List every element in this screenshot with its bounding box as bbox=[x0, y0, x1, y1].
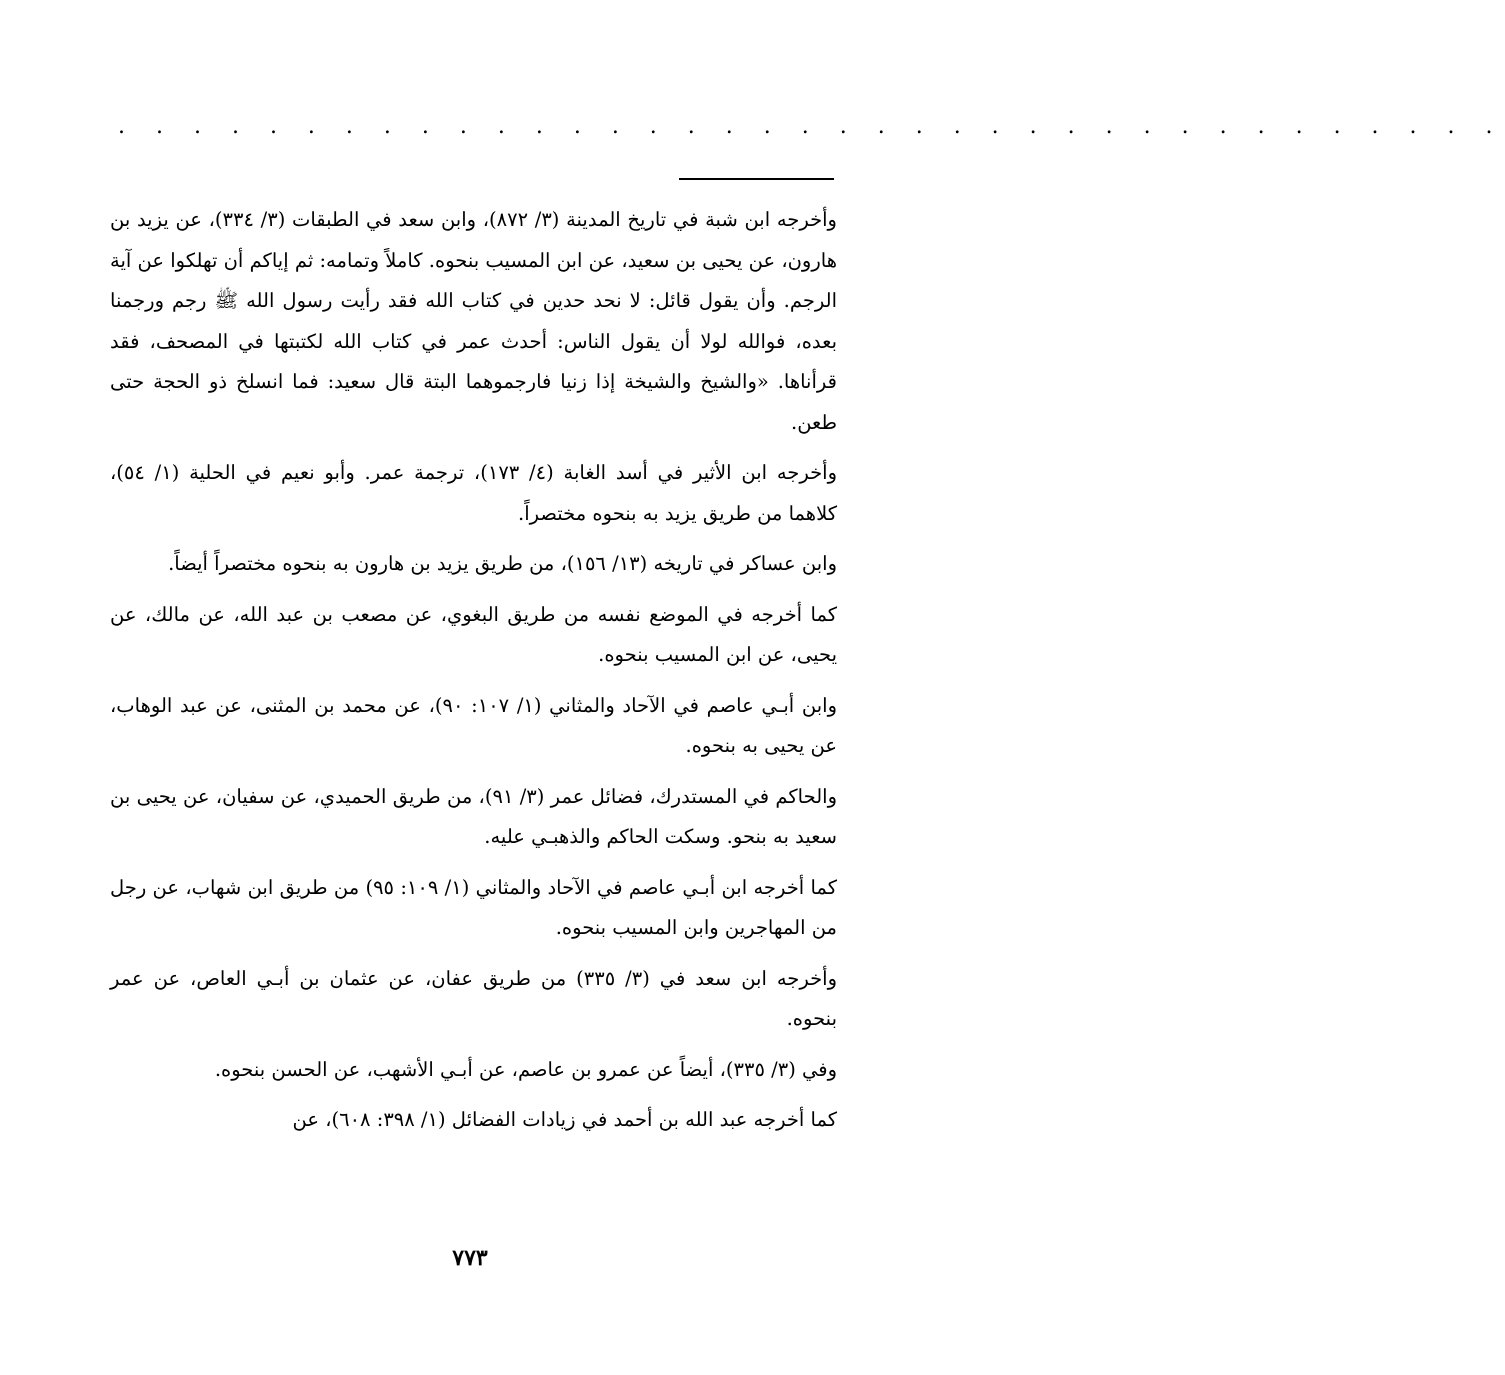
footnote-paragraph: وأخرجه ابن شبة في تاريخ المدينة (٣/ ٨٧٢)، وابن سعد في الطبقات (٣/ ٣٣٤)، عن يزيد بن هارون، عن يحيى بن سعيد، عن ابن المسيب بنحوه. كاملاً وتمامه: ثم إياكم أن تهلكوا عن آية الرجم. وأن يقول قائل: لا نحد حدين في كتاب الله فقد رأيت رسول الله ﷺ رجم ورجمنا بعده، فوالله لولا أن يقول الناس: أحدث عمر في كتاب الله لكتبتها في المصحف، فقد قرأناها. «والشيخ والشيخة إذا زنيا فارجموهما البتة قال سعيد: فما انسلخ ذو الحجة حتى طعن. bbox=[110, 208, 837, 434]
footnote-rule bbox=[679, 178, 834, 180]
separator-dots: . . . . . . . . . . . . . . . . . . . . . . . . . . . . . . . . . . . . . bbox=[118, 114, 1505, 139]
footnote-paragraph: كما أخرجه عبد الله بن أحمد في زيادات الفضائل (١/ ٣٩٨: ٦٠٨)، عن bbox=[292, 1108, 837, 1131]
footnote-paragraph: والحاكم في المستدرك، فضائل عمر (٣/ ٩١)، من طريق الحميدي، عن سفيان، عن يحيى بن سعيد به بنحو. وسكت الحاكم والذهبـي عليه. bbox=[110, 784, 837, 848]
footnote-paragraph: وابن عساكر في تاريخه (١٣/ ١٥٦)، من طريق يزيد بن هارون به بنحوه مختصراً أيضاً. bbox=[168, 552, 837, 575]
page-number: ٧٧٣ bbox=[452, 1245, 488, 1271]
footnote-paragraph: وابن أبـي عاصم في الآحاد والمثاني (١/ ١٠٧: ٩٠)، عن محمد بن المثنى، عن عبد الوهاب، عن يحيى به بنحوه. bbox=[110, 693, 837, 757]
footnote-paragraph: وأخرجه ابن الأثير في أسد الغابة (٤/ ١٧٣)، ترجمة عمر. وأبو نعيم في الحلية (١/ ٥٤)، كلاهما من طريق يزيد به بنحوه مختصراً. bbox=[110, 461, 837, 525]
footnote-paragraph: كما أخرجه ابن أبـي عاصم في الآحاد والمثاني (١/ ١٠٩: ٩٥) من طريق ابن شهاب، عن رجل من المهاجرين وابن المسيب بنحوه. bbox=[110, 875, 837, 939]
footnote-paragraph: وأخرجه ابن سعد في (٣/ ٣٣٥) من طريق عفان، عن عثمان بن أبـي العاص، عن عمر بنحوه. bbox=[110, 966, 837, 1030]
footnote-text bbox=[110, 200, 837, 1141]
footnote-paragraph: وفي (٣/ ٣٣٥)، أيضاً عن عمرو بن عاصم، عن أبـي الأشهب، عن الحسن بنحوه. bbox=[214, 1057, 837, 1081]
footnote-paragraph: كما أخرجه في الموضع نفسه من طريق البغوي، عن مصعب بن عبد الله، عن مالك، عن يحيى، عن ابن المسيب بنحوه. bbox=[110, 602, 837, 666]
